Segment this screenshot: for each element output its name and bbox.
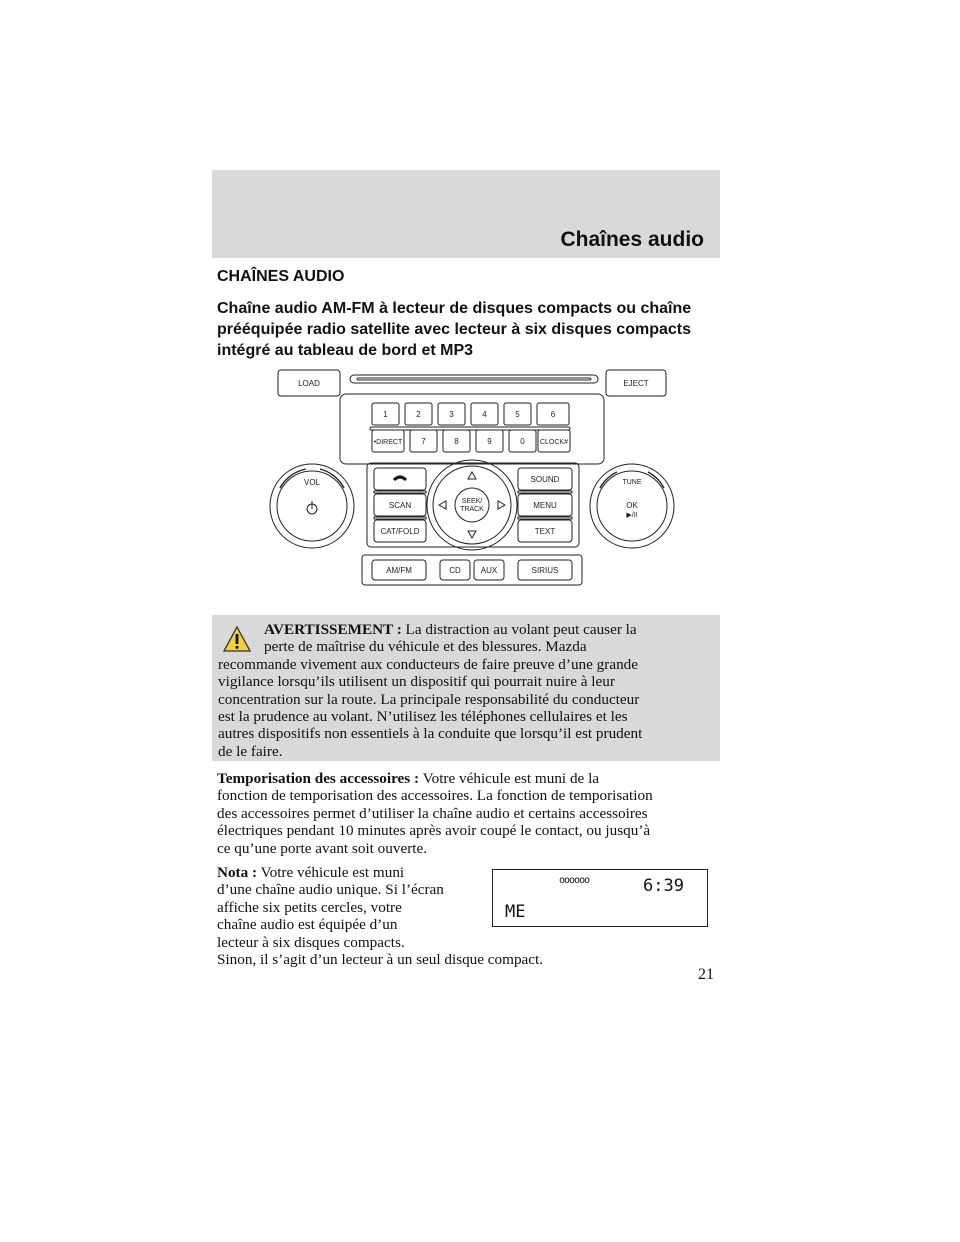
right-divider — [518, 517, 572, 519]
page-header-title: Chaînes audio — [560, 228, 704, 251]
play-pause-label: ▶/II — [626, 512, 638, 519]
preset-label-1: 1 — [383, 410, 388, 419]
warning-line: vigilance lorsqu’ils utilisent un dispositif qui pourrait nuire à leur — [218, 673, 615, 691]
warning-lead: AVERTISSEMENT : — [264, 621, 402, 638]
cd-slot-inner — [357, 378, 591, 380]
sound-label: SOUND — [530, 475, 560, 484]
preset-label-7: 7 — [421, 437, 426, 446]
six-disc-circles-indicator: oooooo — [559, 875, 590, 886]
accessory-lead: Temporisation des accessoires : — [217, 770, 420, 787]
cd-label: CD — [449, 566, 461, 575]
subtitle-line: prééquipée radio satellite avec lecteur à six disques compacts — [217, 321, 691, 338]
note-line: affiche six petits cercles, votre — [217, 898, 402, 916]
warning-line: recommande vivement aux conducteurs de faire preuve d’une grande — [218, 655, 638, 673]
cd-slot — [350, 375, 598, 383]
preset-label-4: 4 — [482, 410, 487, 419]
section-subtitle — [217, 298, 717, 361]
note-lead: Nota : — [217, 864, 258, 881]
warning-text — [218, 621, 714, 760]
aux-label: AUX — [480, 566, 498, 575]
note-line: chaîne audio est équipée d’un — [217, 916, 398, 934]
left-divider — [374, 517, 426, 519]
seek-dial-outer — [427, 460, 517, 550]
seek-dial-center — [455, 488, 489, 522]
subtitle-line: intégré au tableau de bord et MP3 — [217, 342, 474, 359]
direct-label: •DIRECT — [373, 439, 403, 446]
warning-line: est la prudence au volant. N’utilisez les téléphones cellulaires et les — [218, 708, 628, 726]
load-label: LOAD — [298, 379, 320, 388]
seek-label: SEEK/ — [461, 498, 483, 505]
warning-line: de le faire. — [218, 742, 283, 760]
clock-label: CLOCK# — [539, 439, 569, 446]
display-band: ME — [505, 902, 526, 922]
preset-label-9: 9 — [487, 437, 492, 446]
preset-label-8: 8 — [454, 437, 459, 446]
accessory-line: des accessoires permet d’utiliser la chaîne audio et certains accessoires — [217, 804, 648, 822]
warning-line: perte de maîtrise du véhicule et des blessures. Mazda — [264, 638, 587, 656]
seek-right-arrow-icon — [498, 501, 505, 509]
menu-label: MENU — [533, 501, 557, 510]
phone-icon — [394, 477, 406, 480]
page-number: 21 — [698, 966, 714, 983]
seek-dial-ring — [433, 466, 511, 544]
accessory-line: ce qu’une porte avant soit ouverte. — [217, 839, 428, 857]
radio-faceplate-svg — [262, 368, 682, 598]
am-fm-label: AM/FM — [386, 566, 412, 575]
track-label: TRACK — [460, 506, 484, 513]
subtitle-line: Chaîne audio AM-FM à lecteur de disques compacts ou chaîne — [217, 300, 692, 317]
warning-box — [212, 615, 720, 761]
note-line: Sinon, il s’agit d’un lecteur à un seul disque compact. — [217, 951, 544, 969]
seek-up-arrow-icon — [468, 472, 476, 479]
accessory-line: Votre véhicule est muni de la — [422, 770, 600, 787]
note-line: Votre véhicule est muni — [260, 864, 405, 881]
note-line: d’une chaîne audio unique. Si l’écran — [217, 881, 444, 899]
accessory-paragraph — [217, 770, 722, 857]
tune-label: TUNE — [622, 479, 642, 486]
seek-down-arrow-icon — [468, 531, 476, 538]
right-divider — [518, 491, 572, 493]
warning-line: concentration sur la route. La principale responsabilité du conducteur — [218, 690, 640, 708]
header-band — [212, 170, 720, 258]
eject-label: EJECT — [623, 379, 649, 388]
scan-label: SCAN — [388, 501, 412, 510]
preset-panel — [340, 394, 604, 464]
text-label: TEXT — [534, 527, 556, 536]
preset-label-0: 0 — [520, 437, 525, 446]
accessory-line: fonction de temporisation des accessoires. La fonction de temporisation — [217, 787, 653, 805]
accessory-line: électriques pendant 10 minutes après avoir coupé le contact, ou jusqu’à — [217, 822, 651, 840]
cat-fold-label: CAT/FOLD — [380, 527, 420, 536]
left-divider — [374, 491, 426, 493]
preset-label-2: 2 — [416, 410, 421, 419]
seek-left-arrow-icon — [439, 501, 446, 509]
vol-label: VOL — [303, 478, 321, 487]
display-clock: 6:39 — [643, 876, 684, 896]
radio-faceplate-illustration — [262, 368, 682, 598]
preset-label-6: 6 — [550, 410, 556, 419]
preset-label-3: 3 — [449, 410, 454, 419]
preset-label-5: 5 — [515, 410, 520, 419]
warning-line: autres dispositifs non essentiels à la conduite que lorsqu’il est prudent — [218, 725, 643, 743]
section-title: CHAÎNES AUDIO — [217, 268, 345, 285]
sirius-label: SIRIUS — [531, 566, 559, 575]
note-line: lecteur à six disques compacts. — [217, 933, 405, 951]
warning-line: La distraction au volant peut causer la — [405, 621, 637, 638]
ok-label: OK — [626, 501, 638, 510]
radio-display-illustration — [492, 869, 708, 927]
phone-button — [374, 468, 426, 490]
